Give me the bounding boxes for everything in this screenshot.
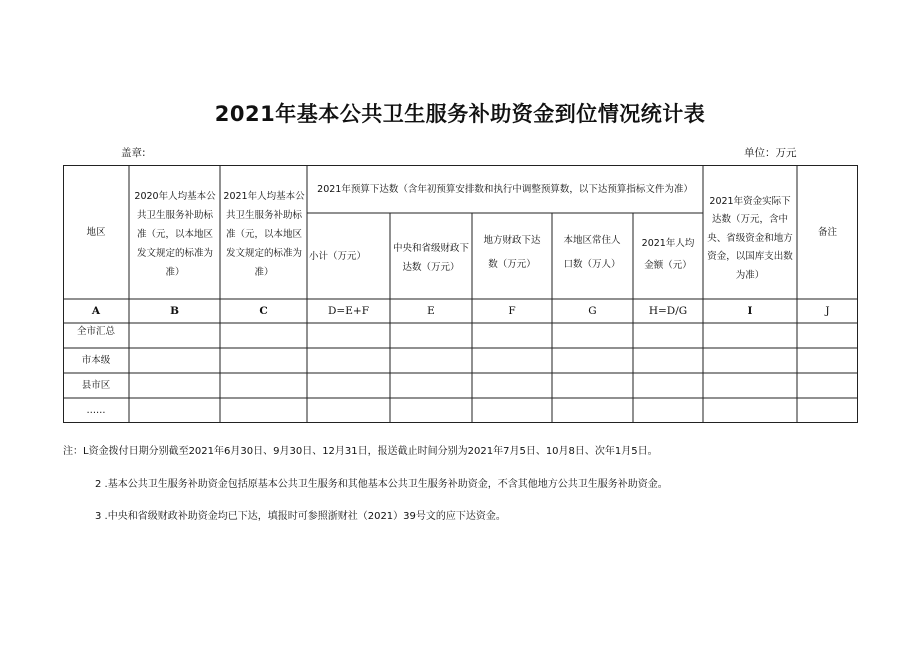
- col-letter-g: G: [588, 304, 597, 317]
- col-letter-d: D=E+F: [328, 304, 369, 317]
- header-j: 备注: [817, 226, 837, 238]
- row-label-counties: 县市区: [81, 380, 111, 391]
- col-letter-f: F: [508, 304, 516, 317]
- header-h: 2021年人均金额（元）: [641, 238, 695, 271]
- header-d-group: 2021年预算下达数（含年初预算安排数和执行中调整预算数，以下达预算指标文件为准）: [317, 183, 693, 195]
- header-c: 2021年人均基本公共卫生服务补助标准（元，以本地区发文规定的标准为准）: [223, 190, 305, 278]
- statistics-table: [63, 165, 858, 423]
- col-letter-e: E: [427, 304, 435, 317]
- header-i: 2021年资金实际下达数（万元，含中央、省级资金和地方资金，以国库支出数为准）: [707, 195, 793, 281]
- row-label-ellipsis: ……: [86, 405, 106, 416]
- col-letter-c: C: [259, 304, 268, 317]
- header-f: 地方财政下达数（万元）: [483, 235, 541, 270]
- col-letter-b: B: [170, 304, 179, 317]
- header-region: 地区: [86, 226, 106, 238]
- page-title: 2021年基本公共卫生服务补助资金到位情况统计表: [214, 102, 706, 126]
- col-letter-a: A: [91, 304, 101, 317]
- header-e: 中央和省级财政下达数（万元）: [393, 243, 470, 273]
- note-3: 3 .中央和省级财政补助资金均已下达，填报时可参照浙财社（2021）39号文的应下达资金。: [95, 511, 506, 522]
- note-2: 2 .基本公共卫生服务补助资金包括原基本公共卫生服务和其他基本公共卫生服务补助资金，不含其他地方公共卫生服务补助资金。: [95, 479, 668, 490]
- col-letter-i: I: [747, 304, 753, 317]
- row-label-city-total: 全市汇总: [76, 325, 115, 337]
- row-label-city-level: 市本级: [81, 355, 111, 366]
- col-letter-h: H=D/G: [648, 304, 688, 317]
- unit-label: 单位：万元: [744, 147, 797, 159]
- header-d-subtotal: 小计（万元）: [309, 250, 367, 262]
- note-1: 注：L资金拨付日期分别截至2021年6月30日、9月30日、12月31日，报送截止时间分别为2021年7月5日、10月8日、次年1月5日。: [63, 446, 658, 457]
- header-b: 2020年人均基本公共卫生服务补助标准（元，以本地区发文规定的标准为准）: [134, 190, 216, 278]
- header-g: 本地区常住人口数（万人）: [563, 235, 621, 270]
- seal-label: 盖章:: [121, 147, 146, 159]
- col-letter-j: J: [825, 304, 830, 317]
